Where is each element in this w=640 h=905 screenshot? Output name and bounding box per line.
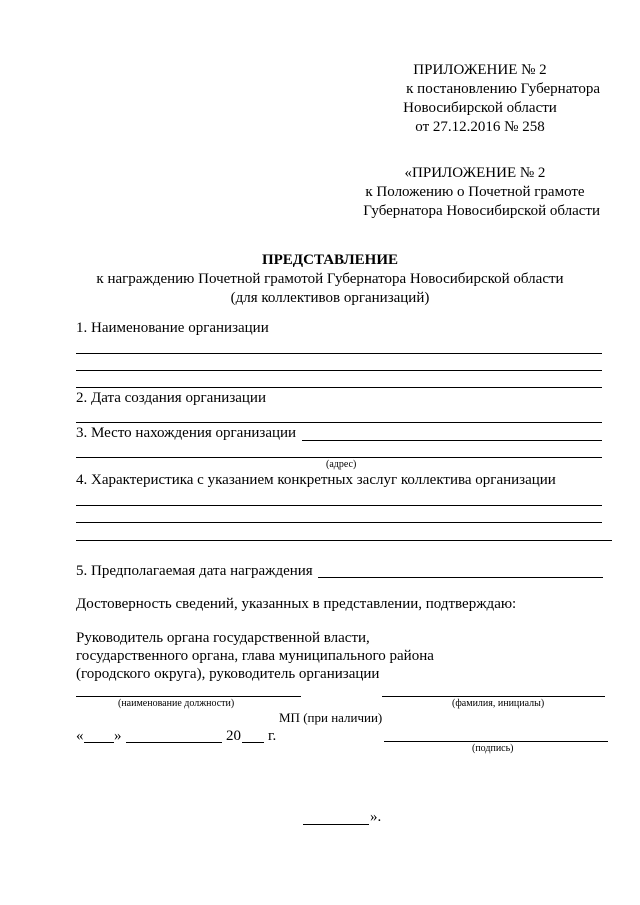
document-title [60,251,600,308]
head-title-line: Руководитель органа государственной власти, [76,630,370,646]
signature-caption: (подпись) [472,743,514,754]
field-characteristic-label: 4. Характеристика с указанием конкретных заслуг коллектива организации [76,472,556,488]
appendix-title: ПРИЛОЖЕНИЕ № 2 [413,62,547,78]
name-caption: (фамилия, инициалы) [452,698,545,709]
confirmation-text: Достоверность сведений, указанных в представлении, подтверждаю: [76,596,517,612]
date-open-quote: « [76,728,84,744]
org-name-line[interactable] [76,370,602,371]
date-year-line[interactable] [242,742,264,743]
org-name-line[interactable] [76,387,602,388]
location-line[interactable] [76,457,602,458]
footer-line[interactable] [303,824,369,825]
title-heading: ПРЕДСТАВЛЕНИЕ [261,252,399,268]
date-close-quote: » [114,728,122,744]
position-caption: (наименование должности) [118,698,235,709]
location-line[interactable] [302,440,602,441]
date-year-prefix: 20 [226,728,241,744]
closing-quote: ». [370,809,382,825]
characteristic-line[interactable] [76,540,612,541]
date-month-line[interactable] [126,742,222,743]
field-org-name-label: 1. Наименование организации [76,320,269,336]
head-title-line: государственного органа, глава муниципального района [76,648,434,664]
field-location-label: 3. Место нахождения организации [76,425,297,441]
head-title-line: (городского округа), руководитель организации [76,666,380,682]
field-creation-date-label: 2. Дата создания организации [76,390,266,406]
stamp-label: МП (при наличии) [279,710,383,725]
characteristic-line[interactable] [76,505,602,506]
signature-line[interactable] [384,741,608,742]
award-date-line[interactable] [318,577,603,578]
date-year-suffix: г. [268,728,277,744]
appendix-line: Новосибирской области [403,100,557,116]
appendix-date: от 27.12.2016 № 258 [415,119,545,135]
appendix-title: «ПРИЛОЖЕНИЕ № 2 [404,165,546,181]
creation-date-line[interactable] [76,422,602,423]
org-name-line[interactable] [76,353,602,354]
name-line[interactable] [382,696,605,697]
field-award-date-label: 5. Предполагаемая дата награждения [76,563,313,579]
address-caption: (адрес) [326,459,357,470]
title-subtitle: (для коллективов организаций) [230,290,430,306]
appendix-header [360,61,600,137]
characteristic-line[interactable] [76,522,602,523]
appendix-regulation-header [350,164,600,221]
appendix-line: к Положению о Почетной грамоте [365,184,585,200]
appendix-line: Губернатора Новосибирской области [363,203,600,219]
appendix-line: к постановлению Губернатора [406,81,600,97]
date-day-line[interactable] [84,742,114,743]
position-line[interactable] [76,696,301,697]
title-subtitle: к награждению Почетной грамотой Губернатора Новосибирской области [96,271,564,287]
